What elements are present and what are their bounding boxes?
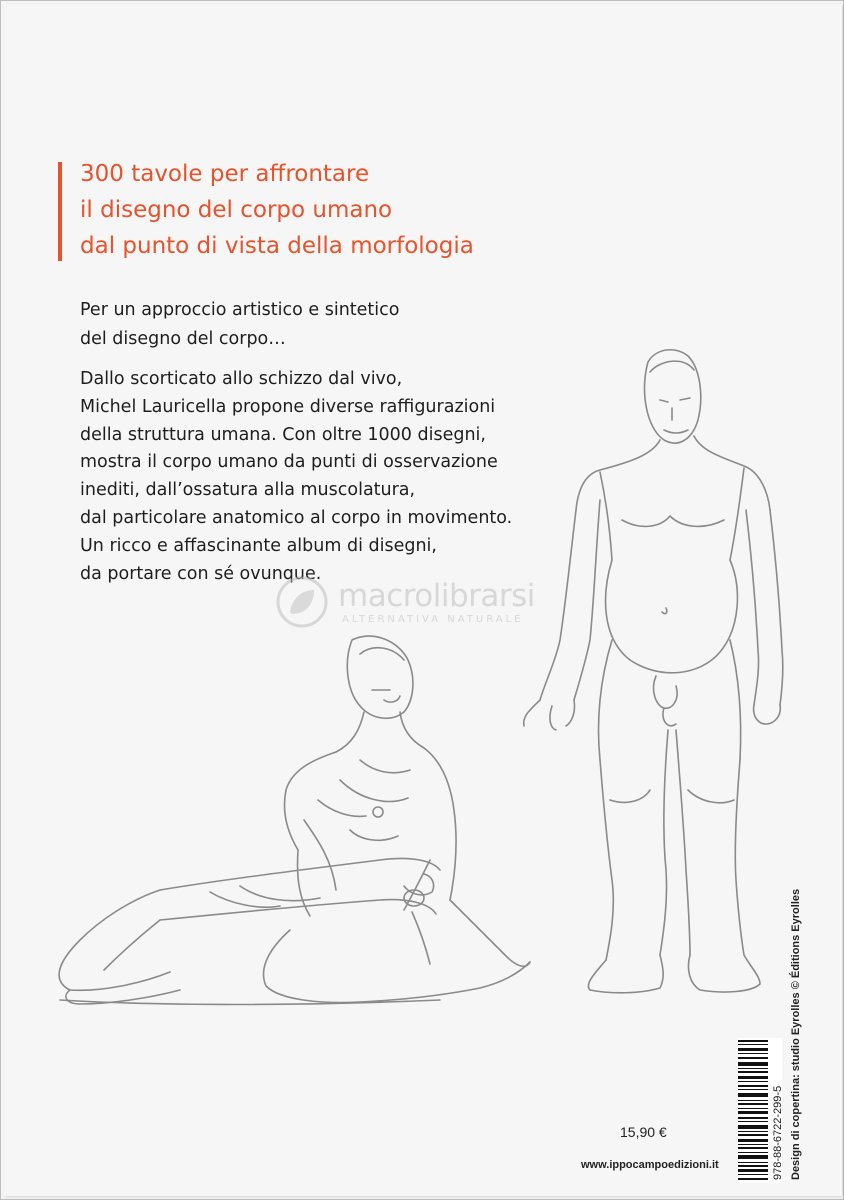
description-line: Dallo scorticato allo schizzo dal vivo, bbox=[80, 369, 403, 389]
leaf-logo-icon bbox=[274, 574, 330, 630]
watermark-tagline: ALTERNATIVA NATURALE bbox=[342, 614, 524, 625]
description-line: mostra il corpo umano da punti di osservazione bbox=[80, 452, 498, 473]
description-line: inediti, dall’ossatura alla muscolatura, bbox=[80, 480, 416, 501]
headline bbox=[80, 156, 600, 264]
description-line: dal particolare anatomico al corpo in movimento. bbox=[80, 507, 513, 528]
description-line: Un ricco e affascinante album di disegni, bbox=[80, 535, 437, 556]
description-line: Michel Lauricella propone diverse raffigurazioni bbox=[80, 396, 496, 417]
description-line: da portare con sé ovunque. bbox=[80, 563, 322, 584]
description-line: della struttura umana. Con oltre 1000 disegni, bbox=[80, 424, 486, 445]
watermark-name: macrolibrarsi bbox=[338, 578, 535, 614]
isbn-number: 978-88-6722-299-5 bbox=[772, 1085, 784, 1180]
intro-line: Per un approccio artistico e sintetico bbox=[80, 300, 400, 320]
headline-line: 300 tavole per affrontare bbox=[80, 161, 370, 187]
watermark bbox=[272, 572, 592, 632]
intro-line: del disegno del corpo… bbox=[80, 329, 286, 349]
headline-accent-bar bbox=[58, 162, 62, 261]
headline-line: il disegno del corpo umano bbox=[80, 197, 393, 223]
design-credits: Design di copertina: studio Eyrolles © Éditions Eyrolles bbox=[790, 888, 802, 1180]
headline-line: dal punto di vista della morfologia bbox=[80, 233, 474, 259]
publisher-website: www.ippocampoedizioni.it bbox=[581, 1159, 719, 1171]
description-paragraph bbox=[80, 366, 540, 588]
price: 15,90 € bbox=[620, 1124, 667, 1140]
intro-paragraph bbox=[80, 296, 460, 354]
